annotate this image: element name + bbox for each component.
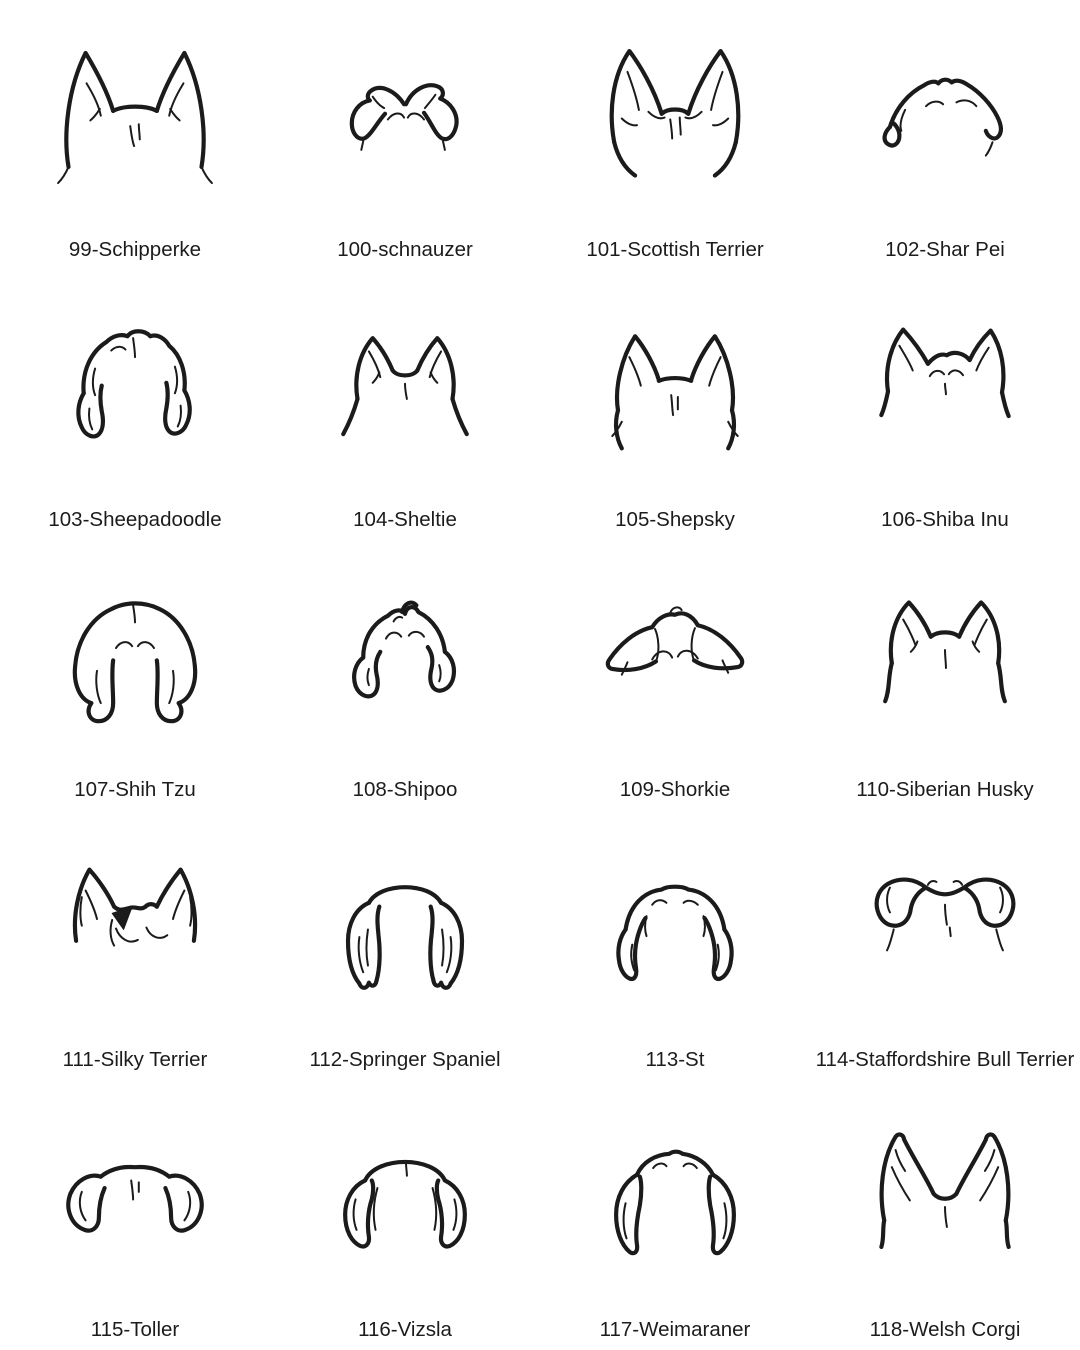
ear-illustration (540, 10, 810, 208)
sheltie-ears-icon (310, 298, 500, 460)
st-ears-icon (580, 838, 770, 1000)
breed-label: 110-Siberian Husky (856, 778, 1034, 801)
ear-illustration (270, 820, 540, 1018)
breed-label: 104-Sheltie (353, 508, 457, 531)
breed-cell (0, 1080, 270, 1350)
breed-cell (0, 810, 270, 1080)
breed-cell (0, 270, 270, 540)
siberian-husky-ears-icon (850, 568, 1040, 730)
breed-label: 116-Vizsla (358, 1318, 452, 1341)
ear-illustration (540, 550, 810, 748)
breed-label: 109-Shorkie (619, 778, 731, 801)
breed-label: 105-Shepsky (615, 508, 735, 531)
ear-illustration (540, 1090, 810, 1288)
breed-cell (810, 810, 1080, 1080)
shepsky-ears-icon (580, 298, 770, 460)
ear-illustration (0, 1090, 270, 1288)
breed-cell (810, 540, 1080, 810)
breed-cell (270, 540, 540, 810)
breed-cell (540, 810, 810, 1080)
breed-label: 106-Shiba Inu (881, 508, 1009, 531)
shar-pei-ears-icon (850, 28, 1040, 190)
schipperke-ears-icon (40, 28, 230, 190)
breed-label: 103-Sheepadoodle (48, 508, 222, 531)
silky-terrier-ears-icon (40, 838, 230, 1000)
breed-cell (810, 1080, 1080, 1350)
breed-label: 100-schnauzer (337, 238, 473, 261)
vizsla-ears-icon (310, 1108, 500, 1270)
ear-illustration (810, 280, 1080, 478)
ear-illustration (270, 280, 540, 478)
breed-label: 114-Staffordshire Bull Terrier (815, 1048, 1075, 1071)
shiba-inu-ears-icon (850, 298, 1040, 460)
welsh-corgi-ears-icon (850, 1108, 1040, 1270)
breed-label: 108-Shipoo (352, 778, 458, 801)
ear-illustration (540, 280, 810, 478)
ear-illustration (0, 10, 270, 208)
breed-label: 107-Shih Tzu (74, 778, 196, 801)
breed-label: 102-Shar Pei (885, 238, 1005, 261)
staffordshire-bull-terrier-ears-icon (850, 838, 1040, 1000)
breed-cell (810, 0, 1080, 270)
breed-label: 113-St (645, 1048, 705, 1071)
breed-cell (270, 1080, 540, 1350)
breed-cell (0, 0, 270, 270)
breed-cell (540, 540, 810, 810)
ear-illustration (810, 10, 1080, 208)
shipoo-ears-icon (310, 568, 500, 730)
shih-tzu-ears-icon (40, 568, 230, 730)
breed-label: 112-Springer Spaniel (309, 1048, 501, 1071)
scottish-terrier-ears-icon (580, 28, 770, 190)
breed-cell (540, 270, 810, 540)
breed-label: 118-Welsh Corgi (869, 1318, 1021, 1341)
toller-ears-icon (40, 1108, 230, 1270)
breed-cell (540, 0, 810, 270)
breed-label: 115-Toller (90, 1318, 180, 1341)
breed-label: 101-Scottish Terrier (586, 238, 764, 261)
ear-illustration (810, 1090, 1080, 1288)
breed-label: 111-Silky Terrier (62, 1048, 208, 1071)
weimaraner-ears-icon (580, 1108, 770, 1270)
schnauzer-ears-icon (310, 28, 500, 190)
ear-illustration (0, 820, 270, 1018)
breed-cell (270, 270, 540, 540)
breed-cell (540, 1080, 810, 1350)
ear-illustration (810, 550, 1080, 748)
sheepadoodle-ears-icon (40, 298, 230, 460)
ear-illustration (270, 10, 540, 208)
breed-cell (0, 540, 270, 810)
breed-label: 117-Weimaraner (599, 1318, 751, 1341)
breed-cell (810, 270, 1080, 540)
ear-illustration (270, 1090, 540, 1288)
breed-cell (270, 810, 540, 1080)
ear-illustration (540, 820, 810, 1018)
springer-spaniel-ears-icon (310, 838, 500, 1000)
breed-cell (270, 0, 540, 270)
ear-illustration (270, 550, 540, 748)
breed-label: 99-Schipperke (68, 238, 202, 261)
shorkie-ears-icon (580, 568, 770, 730)
ear-illustration (0, 280, 270, 478)
ear-illustration (0, 550, 270, 748)
ear-illustration (810, 820, 1080, 1018)
